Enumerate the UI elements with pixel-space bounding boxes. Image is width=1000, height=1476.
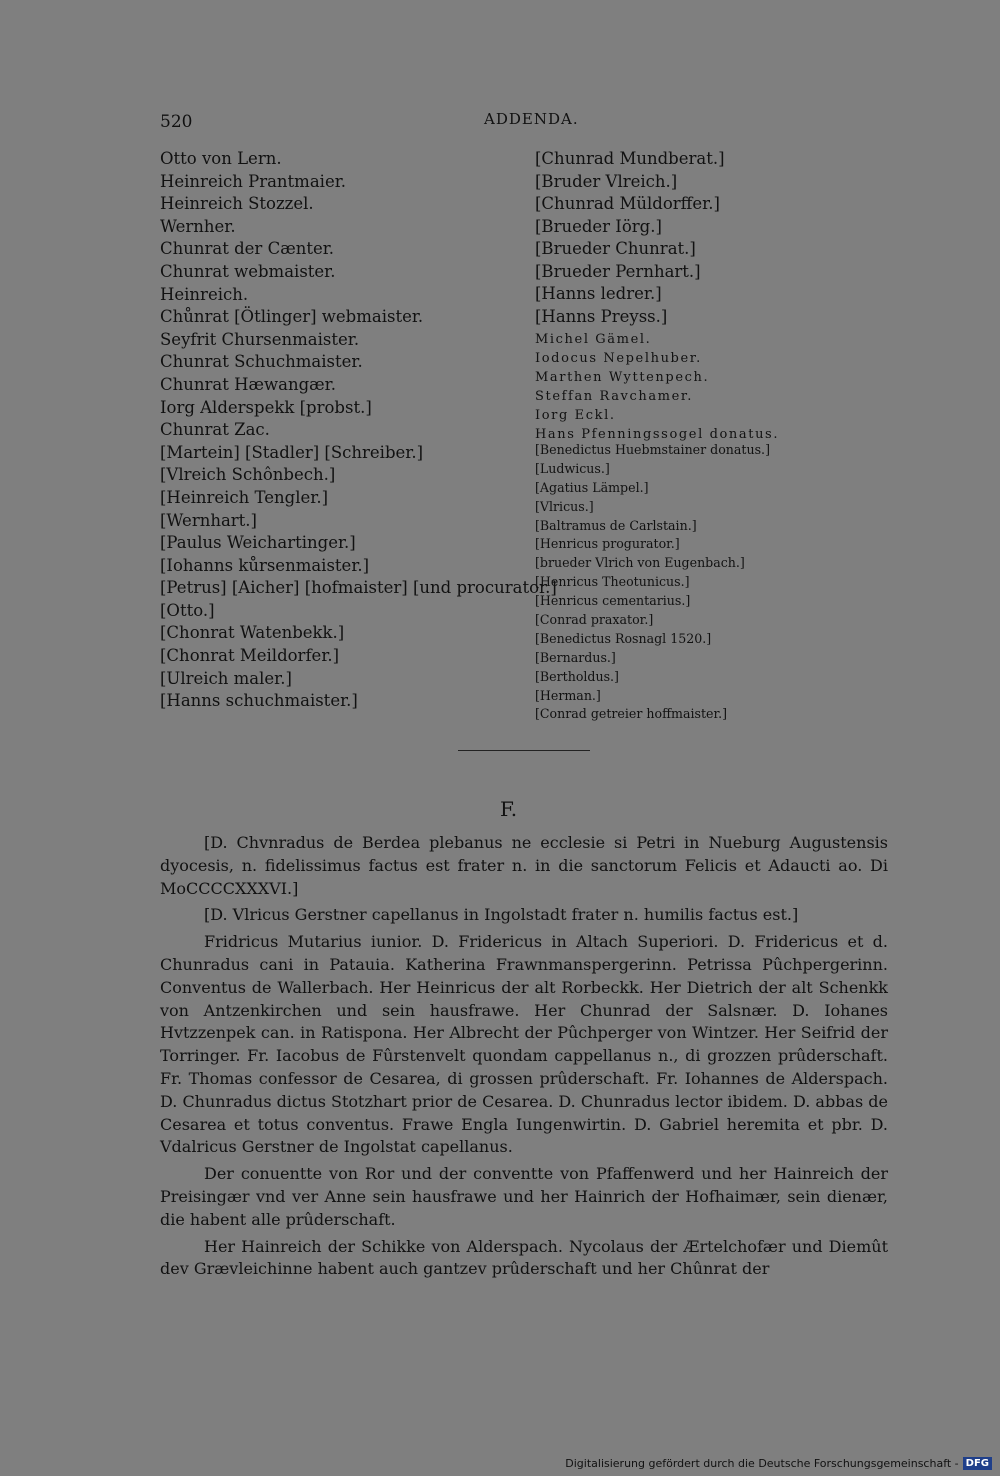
name-entry: Chůnrat [Ötlinger] webmaister. [160, 307, 424, 327]
name-entry: Chunrat der Cænter. [160, 239, 335, 259]
right-name-column-upper [535, 148, 835, 328]
footer-text: Digitalisierung gefördert durch die Deutsche Forschungsgemeinschaft - [565, 1457, 959, 1470]
name-entry: Chunrat Hæwangær. [160, 374, 336, 394]
name-entry: [Hanns ledrer.] [535, 284, 662, 303]
name-entry: [Brueder Iörg.] [535, 216, 662, 236]
body-text [160, 832, 888, 1285]
name-entry: [Petrus] [Aicher] [hofmaister] [und procurator.] [160, 578, 557, 598]
name-entry: [Chonrat Watenbekk.] [160, 623, 345, 643]
name-entry: [Vlricus.] [535, 498, 594, 514]
name-entry: [Brueder Chunrat.] [535, 239, 696, 258]
name-entry: Iorg Eckl. [535, 408, 616, 423]
name-entry: Wernher. [160, 216, 236, 236]
dfg-logo: DFG [963, 1457, 992, 1470]
name-entry: Iorg Alderspekk [probst.] [160, 397, 372, 417]
right-name-column-spaced [535, 330, 835, 444]
name-entry: Seyfrit Chursenmaister. [160, 329, 360, 349]
name-entry: [Conrad getreier hoffmaister.] [535, 706, 728, 722]
name-entry: [Henricus Theotunicus.] [535, 574, 690, 590]
paragraph: [D. Chvnradus de Berdea plebanus ne ecclesie si Petri in Nueburg Augustensis dyocesis, n. fidelissimus factus est frater n. in die sanctorum Felicis et Adaucti ao. Di MoCCCCXXXVI.] [160, 833, 888, 898]
name-entry: [Henricus cementarius.] [535, 593, 691, 609]
name-entry: Heinreich Prantmaier. [160, 171, 347, 191]
paragraph: Der conuentte von Ror und der conventte von Pfaffenwerd und her Hainreich der Preisingær vnd ver Anne sein hausfrawe und her Hainrich der Hofhaimær, sein dienær, die habent alle prûderschaft. [160, 1164, 888, 1229]
paragraph: [D. Vlricus Gerstner capellanus in Ingolstadt frater n. humilis factus est.] [204, 905, 799, 925]
name-entry: Heinreich Stozzel. [160, 194, 314, 214]
name-entry: [Paulus Weichartinger.] [160, 533, 356, 553]
name-entry: [Martein] [Stadler] [Schreiber.] [160, 442, 424, 462]
name-entry: [Benedictus Rosnagl 1520.] [535, 630, 712, 646]
name-entry: [Iohanns kůrsenmaister.] [160, 555, 370, 575]
name-entry: [Chunrad Müldorffer.] [535, 194, 720, 213]
name-entry: [Ludwicus.] [535, 460, 610, 476]
name-entry: [Otto.] [160, 600, 215, 620]
section-divider [458, 750, 590, 751]
name-entry: Michel Gämel. [535, 332, 652, 347]
name-entry: Chunrat Zac. [160, 420, 270, 440]
name-entry: [Vlreich Schônbech.] [160, 465, 336, 485]
name-entry: Hans Pfenningssogel donatus. [535, 427, 780, 442]
name-entry: Heinreich. [160, 284, 249, 304]
paragraph: Fridricus Mutarius iunior. D. Fridericus in Altach Superiori. D. Fridericus et d. Chunradus cani in Patauia. Katherina Frawnmanspergerinn. Petrissa Pûchpergerinn. Conventus de Wallerbach. Her Heinricus der alt Rorbeckk. Her Dietrich der alt Schenkk von Antzenkirchen und sein hausfrawe. Her Chunrad der Salsnær. D. Iohanes Hvtzzenpek can. in Ratispona. Her Albrecht der Pûchperger von Wintzer. Her Seifrid der Torringer. Fr. Iacobus de Fûrstenvelt quondam cappellanus n., di grozzen prûderschaft. Fr. Thomas confessor de Cesarea, di grossen prûderschaft. Fr. Iohannes de Alderspach. D. Chunradus dictus Stotzhart prior de Cesarea. D. Chunradus lector ibidem. D. abbas de Cesarea et totus conventus. Frawe Engla Iungenwirtin. D. Gabriel heremita et pbr. D. Vdalricus Gerstner de Ingolstat capellanus. [160, 932, 888, 1157]
right-name-column-small [535, 441, 855, 724]
name-entry: [Benedictus Huebmstainer donatus.] [535, 442, 770, 457]
footer [565, 1457, 992, 1470]
name-entry: Chunrat Schuchmaister. [160, 352, 363, 372]
name-entry: [Hanns Preyss.] [535, 306, 668, 326]
name-entry: Chunrat webmaister. [160, 261, 336, 281]
name-entry: [Hanns schuchmaister.] [160, 691, 358, 711]
page-number: 520 [160, 112, 193, 132]
name-entry: Iodocus Nepelhuber. [535, 351, 702, 366]
name-entry: Steffan Ravchamer. [535, 389, 694, 404]
running-title: ADDENDA. [484, 110, 579, 128]
name-entry: [brueder Vlrich von Eugenbach.] [535, 555, 745, 571]
name-entry: [Agatius Lämpel.] [535, 479, 649, 495]
name-entry: [Brueder Pernhart.] [535, 261, 701, 281]
name-entry: [Chonrat Meildorfer.] [160, 646, 340, 666]
name-entry: [Bertholdus.] [535, 668, 619, 684]
left-name-column [160, 148, 557, 713]
name-entry: [Wernhart.] [160, 510, 257, 530]
name-entry: [Baltramus de Carlstain.] [535, 517, 697, 533]
name-entry: [Herman.] [535, 687, 601, 703]
name-entry: [Bruder Vlreich.] [535, 171, 678, 191]
name-entry: Otto von Lern. [160, 149, 282, 168]
paragraph: Her Hainreich der Schikke von Alderspach. Nycolaus der Ærtelchofær und Diemût dev Grævleichinne habent auch gantzev prûderschaft und her Chûnrat der [160, 1236, 888, 1279]
name-entry: Marthen Wyttenpech. [535, 370, 710, 385]
name-entry: [Heinreich Tengler.] [160, 487, 329, 507]
section-heading: F. [500, 797, 518, 821]
name-entry: [Chunrad Mundberat.] [535, 149, 725, 168]
name-entry: [Bernardus.] [535, 649, 616, 665]
name-entry: [Henricus progurator.] [535, 536, 680, 552]
name-entry: [Ulreich maler.] [160, 668, 292, 688]
name-entry: [Conrad praxator.] [535, 612, 654, 628]
